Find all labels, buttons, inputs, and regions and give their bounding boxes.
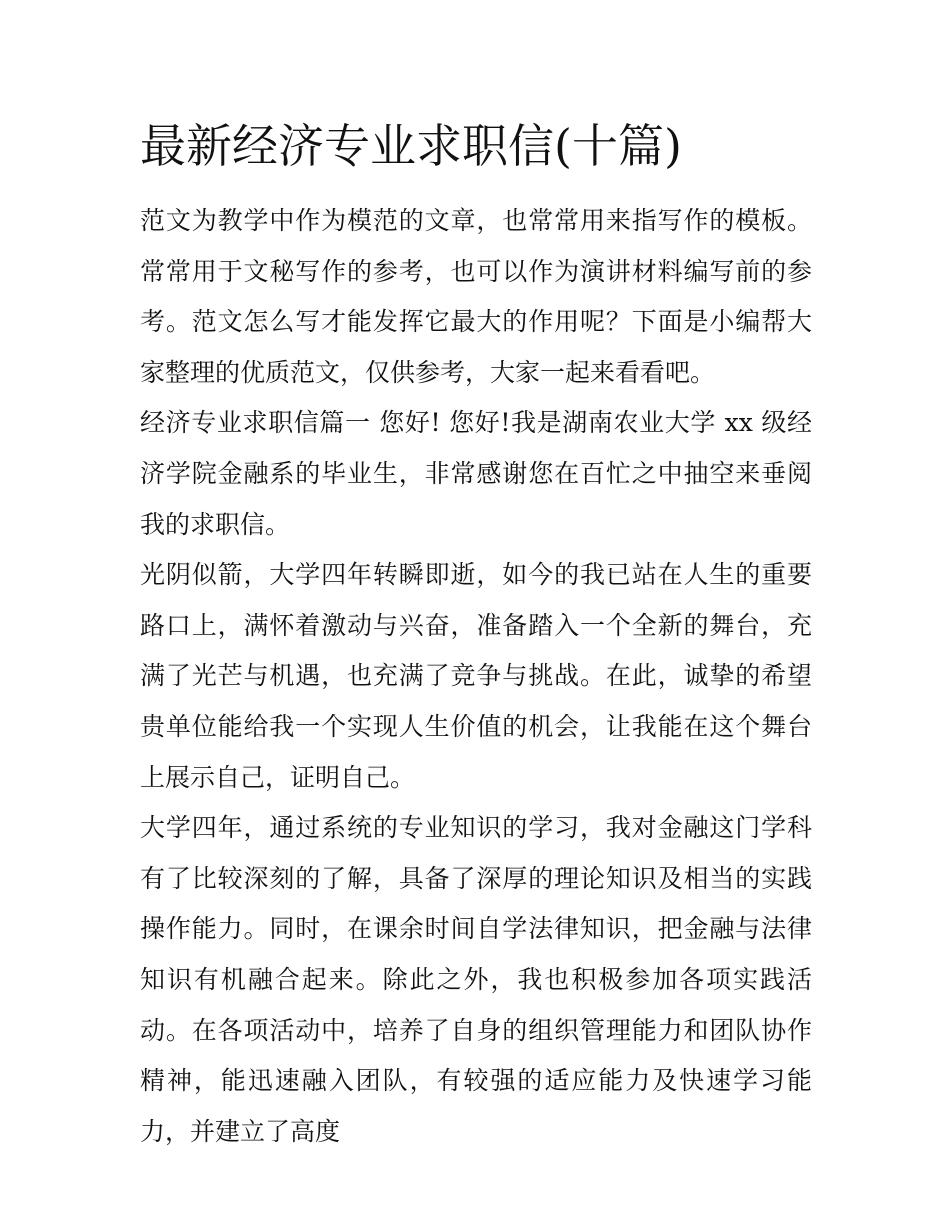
paragraph-motivation: 光阴似箭，大学四年转瞬即逝，如今的我已站在人生的重要路口上，满怀着激动与兴奋，准备踏入一个全新的舞台，充满了光芒与机遇，也充满了竞争与挑战。在此，诚挚的希望贵单位能给我一个实现人生价值的机会，让我能在这个舞台上展示自己，证明自己。 bbox=[140, 560, 812, 792]
paragraph-education: 大学四年，通过系统的专业知识的学习，我对金融这门学科有了比较深刻的了解，具备了深厚的理论知识及相当的实践操作能力。同时，在课余时间自学法律知识，把金融与法律知识有机融合起来。除此之外，我也积极参加各项实践活动。在各项活动中，培养了自身的组织管理能力和团队协作精神，能迅速融入团队，有较强的适应能力及快速学习能力，并建立了高度 bbox=[140, 813, 812, 1146]
document-body bbox=[140, 110, 812, 1157]
document-title: 最新经济专业求职信(十篇) bbox=[140, 119, 682, 173]
paragraph-greeting: 经济专业求职信篇一 您好! 您好!我是湖南农业大学 xx 级经济学院金融系的毕业生，非常感谢您在百忙之中抽空来垂阅我的求职信。 bbox=[140, 408, 812, 539]
paragraph-intro: 范文为教学中作为模范的文章，也常常用来指写作的模板。常常用于文秘写作的参考，也可以作为演讲材料编写前的参考。范文怎么写才能发挥它最大的作用呢？下面是小编帮大家整理的优质范文，仅供参考，大家一起来看看吧。 bbox=[140, 206, 812, 387]
